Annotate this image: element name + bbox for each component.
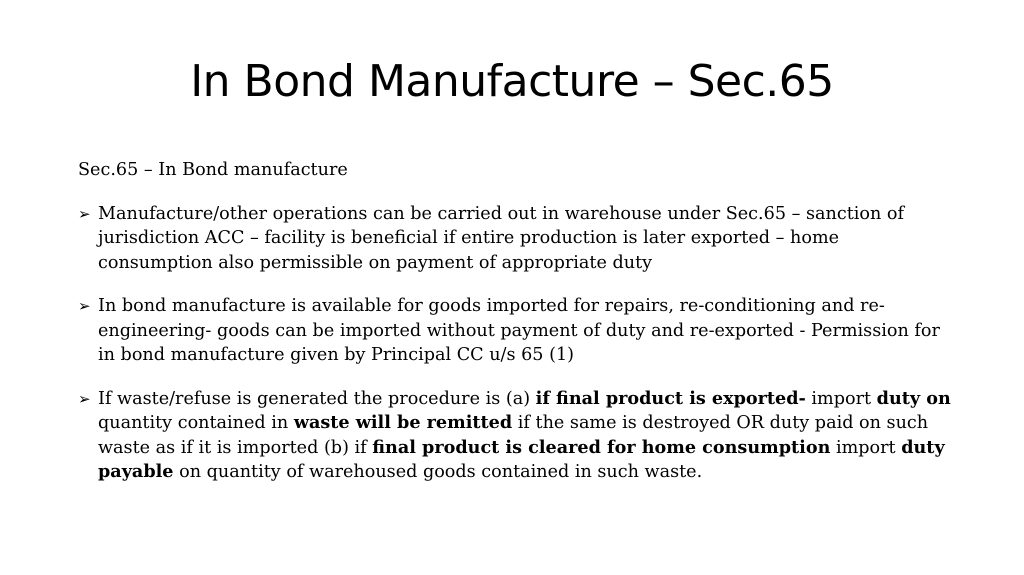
bullet-text: Manufacture/other operations can be carried out in warehouse under Sec.65 – sanction of jurisdiction ACC – facility is beneficial if entire production is later exported – home consumption also permissible on payment of appropriate duty	[98, 203, 905, 273]
bullet-item	[78, 294, 958, 368]
bold-text-segment: final product is cleared for home consumption	[372, 436, 831, 458]
text-segment: import	[805, 388, 877, 409]
arrowhead-bullet-icon: ➢	[78, 389, 91, 408]
slide-title: In Bond Manufacture – Sec.65	[190, 56, 834, 107]
text-segment: on quantity of warehoused goods contained in such waste.	[173, 462, 703, 482]
text-segment: if the same is destroyed OR duty paid on such waste as if it is imported (b) if	[98, 413, 929, 458]
bold-text-segment: duty on	[876, 387, 951, 409]
arrowhead-bullet-icon: ➢	[78, 297, 91, 315]
text-segment: If waste/refuse is generated the procedure is (a)	[98, 388, 536, 409]
bold-text-segment: waste will be remitted	[293, 412, 513, 433]
text-segment: quantity contained in	[98, 413, 294, 433]
bullet-text	[98, 389, 951, 483]
bullet-item	[78, 202, 958, 276]
arrowhead-bullet-icon: ➢	[78, 204, 91, 223]
bold-text-segment: if final product is exported-	[535, 387, 806, 409]
bullet-item	[78, 387, 958, 485]
slide-body	[78, 158, 958, 504]
bullet-text: In bond manufacture is available for goods imported for repairs, re-conditioning and re-engineering- goods can be imported without payment of duty and re-exported - Permission for in bond manufacture given by Principal CC u/s 65 (1)	[98, 296, 940, 365]
text-segment: import	[830, 437, 902, 458]
bold-text-segment: duty payable	[98, 436, 945, 482]
section-subheading: Sec.65 – In Bond manufacture	[78, 160, 348, 180]
